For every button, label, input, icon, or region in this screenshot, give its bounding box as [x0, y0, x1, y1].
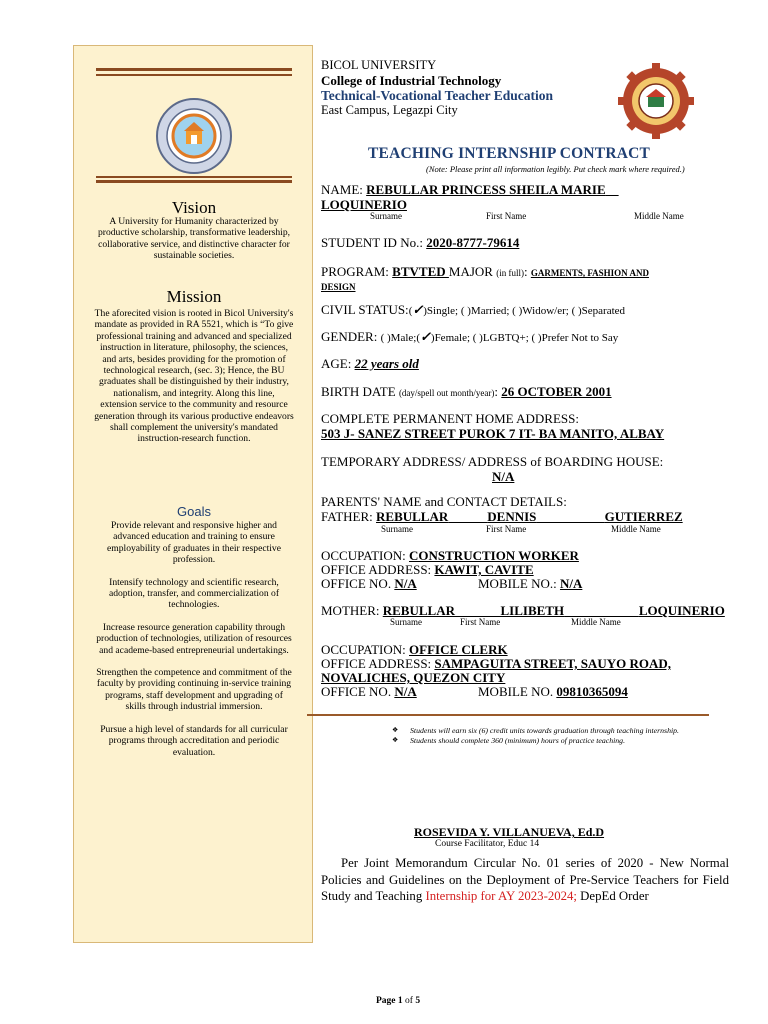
- program-label: PROGRAM:: [321, 264, 393, 279]
- address-label: COMPLETE PERMANENT HOME ADDRESS:: [321, 411, 579, 426]
- father-mobile-row: [478, 576, 582, 592]
- civil-status-row: CIVIL STATUS:(✓)Single; ( )Married; ( )Widow/er; ( )Separated: [321, 302, 626, 317]
- mother-sub-middle: Middle Name: [571, 617, 621, 627]
- father-sub-first: First Name: [486, 524, 527, 534]
- internship-notes: [392, 726, 722, 745]
- check-mark-icon: ✓: [420, 329, 431, 344]
- gender-options-a: ( )Male;(: [380, 332, 420, 344]
- address-value-row: [321, 426, 664, 442]
- college-name: College of Industrial Technology: [321, 73, 502, 88]
- student-id-row: [321, 235, 519, 251]
- temp-address-value: N/A: [492, 469, 515, 484]
- diamond-bullet-icon: ❖: [392, 735, 399, 744]
- memo-paragraph: [321, 855, 729, 905]
- major-value-continued: DESIGN: [321, 282, 356, 292]
- check-mark-icon: ✓: [412, 302, 424, 317]
- birth-date-label: BIRTH DATE: [321, 384, 399, 399]
- gender-options-b: )Female; ( )LGBTQ+; ( )Prefer Not to Say: [430, 332, 619, 344]
- mother-office-value-continued: NOVALICHES, QUEZON CITY: [321, 670, 506, 685]
- gender-row: [321, 329, 618, 345]
- name-value-continued: LOQUINERIO: [321, 197, 407, 212]
- father-sub-surname: Surname: [381, 524, 413, 534]
- father-surname: REBULLAR: [376, 509, 449, 524]
- birth-date-hint: (day/spell out month/year): [398, 388, 495, 398]
- civil-status-label: CIVIL STATUS:: [321, 302, 409, 317]
- age-row: [321, 356, 419, 372]
- program-row: [321, 264, 649, 280]
- father-occupation-label: OCCUPATION:: [321, 548, 410, 563]
- mission-text: The aforecited vision is rooted in Bicol University's mandate as provided in RA 5521, which is “To give professional training and advanced and specialized instruction in literature, philosophy, the sciences, and arts, besides providing for the promotion of technological research, (sec. 3); Hence, the BU graduates shall be distinguished by their industry, nationalism, and integrity. Along this line, extension service to the community and resource generation through its various productive endeavors shall complement the university's mandated instruction-research function.: [94, 308, 294, 445]
- major-row-continued: [321, 278, 356, 294]
- mother-occupation-label: OCCUPATION:: [321, 642, 410, 657]
- mother-sub-surname: Surname: [390, 617, 422, 627]
- father-sub-middle: Middle Name: [611, 524, 661, 534]
- page-number: 1: [397, 996, 403, 1006]
- father-middle: GUTIERREZ: [604, 509, 683, 524]
- mother-office-no-row: [321, 684, 417, 700]
- sidebar-top-rule-thin: [96, 74, 292, 76]
- mother-first: LILIBETH: [500, 603, 565, 618]
- mother-mobile-value: 09810365094: [556, 684, 628, 699]
- note-text: Students will earn six (6) credit units towards graduation through teaching internship.: [410, 726, 679, 735]
- birth-date-row: [321, 384, 612, 400]
- diamond-bullet-icon: ❖: [392, 726, 399, 734]
- goal-item: Strengthen the competence and commitment of the faculty by providing continuing in-service training programs, staff development and upgrading of skills through industrial immersion.: [96, 667, 292, 713]
- mother-surname: REBULLAR: [382, 603, 455, 618]
- temp-address-value-row: [492, 469, 514, 485]
- name-row: [321, 182, 619, 198]
- university-seal-icon: [155, 97, 233, 175]
- sidebar-top-rule: [96, 68, 292, 71]
- father-office-no-row: [321, 576, 417, 592]
- father-label: FATHER:: [321, 509, 377, 524]
- vision-heading: Vision: [171, 198, 217, 217]
- father-mobile-label: MOBILE NO.:: [478, 576, 560, 591]
- father-occupation-value: CONSTRUCTION WORKER: [409, 548, 579, 563]
- memo-text-end: DepEd Order: [576, 889, 649, 903]
- goal-item: Provide relevant and responsive higher and advanced education and training to ensure employability of graduates in their respective profession.: [107, 520, 281, 566]
- goals-heading: Goals: [177, 504, 211, 519]
- major-colon: :: [523, 264, 531, 279]
- name-value: REBULLAR PRINCESS SHEILA MARIE: [366, 182, 606, 197]
- university-name: BICOL UNIVERSITY: [321, 58, 437, 72]
- signatory-role: Course Facilitator, Educ 14: [435, 839, 540, 849]
- mother-office-label: OFFICE ADDRESS:: [321, 656, 435, 671]
- student-id-value: 2020-8777-79614: [426, 235, 520, 250]
- sidebar-seal-rule-thin: [96, 176, 292, 178]
- father-office-no-value: N/A: [394, 576, 417, 591]
- father-office-label: OFFICE ADDRESS:: [321, 562, 435, 577]
- section-divider: [307, 714, 709, 716]
- goal-item: Intensify technology and scientific research, adoption, transfer, and commercialization of technologies.: [108, 576, 280, 611]
- goal-item: Increase resource generation capability through production of technologies, utilization of resources and academe-based entrepreneurial undertakings.: [96, 621, 292, 656]
- campus-location: East Campus, Legazpi City: [321, 103, 458, 117]
- note-text: Students should complete 360 (minimum) hours of practice teaching.: [410, 735, 626, 745]
- page-word: Page: [376, 996, 398, 1006]
- birth-date-colon: :: [494, 384, 502, 399]
- vision-mission-sidebar: [73, 45, 313, 943]
- contract-title: TEACHING INTERNSHIP CONTRACT: [368, 145, 651, 162]
- goals-list: [94, 520, 294, 769]
- memo-text: Per Joint Memorandum Circular No. 01 series of 2020 - New Normal Policies and Guidelines on the Deployment of Pre-Service Teachers for Field Study and Teaching: [321, 856, 729, 903]
- list-item: [392, 736, 722, 746]
- name-label: NAME:: [321, 182, 367, 197]
- address-value: 503 J- SANEZ STREET PUROK 7 IT- BA MANITO, ALBAY: [321, 426, 665, 441]
- mother-row: [321, 603, 725, 619]
- page-total: 5: [415, 996, 421, 1006]
- college-gear-logo-icon: [618, 63, 694, 139]
- student-id-label: STUDENT ID No.:: [321, 235, 427, 250]
- goal-item: Pursue a high level of standards for all curricular programs through accreditation and periodic evaluation.: [100, 723, 288, 758]
- major-label: MAJOR: [448, 264, 497, 279]
- page-of: of: [402, 996, 416, 1006]
- major-value: GARMENTS, FASHION AND: [530, 268, 649, 278]
- mother-occupation-value: OFFICE CLERK: [409, 642, 508, 657]
- age-value: 22 years old: [354, 356, 419, 371]
- mother-middle: LOQUINERIO: [638, 603, 725, 618]
- list-item: [392, 726, 722, 736]
- mother-office-value: SAMPAGUITA STREET, SAUYO ROAD,: [434, 656, 671, 671]
- mother-mobile-label: MOBILE NO.: [478, 684, 557, 699]
- father-row: [321, 509, 683, 525]
- mother-office-no-label: OFFICE NO.: [321, 684, 395, 699]
- mother-label: MOTHER:: [321, 603, 383, 618]
- program-name: Technical-Vocational Teacher Education: [321, 88, 554, 103]
- father-mobile-value: N/A: [559, 576, 583, 591]
- major-infull-hint: (in full): [496, 268, 524, 278]
- university-header: [321, 58, 553, 118]
- birth-date-value: 26 OCTOBER 2001: [501, 384, 612, 399]
- name-sub-middle: Middle Name: [634, 211, 684, 221]
- contract-note: (Note: Please print all information legibly. Put check mark where required.): [426, 164, 685, 174]
- father-office-no-label: OFFICE NO.: [321, 576, 395, 591]
- program-value: BTVTED: [392, 264, 449, 279]
- father-first: DENNIS: [487, 509, 537, 524]
- name-sub-surname: Surname: [370, 211, 402, 221]
- mother-mobile-row: [478, 684, 628, 700]
- vision-text: A University for Humanity characterized by productive scholarship, transformative leadership, collaborative service, and distinctive character for sustainable societies.: [97, 216, 291, 262]
- signatory-name: ROSEVIDA Y. VILLANUEVA, Ed.D: [414, 825, 605, 839]
- name-sub-first: First Name: [486, 211, 527, 221]
- sidebar-seal-rule: [96, 180, 292, 183]
- temp-address-label: TEMPORARY ADDRESS/ ADDRESS of BOARDING HOUSE:: [321, 454, 664, 469]
- page-footer: [376, 996, 420, 1006]
- age-label: AGE:: [321, 356, 355, 371]
- mother-sub-first: First Name: [460, 617, 501, 627]
- memo-highlight: Internship for AY 2023-2024;: [425, 889, 577, 903]
- civil-status-options: )Single; ( )Married; ( )Widow/er; ( )Separated: [423, 305, 626, 317]
- parents-label: PARENTS' NAME and CONTACT DETAILS:: [321, 494, 567, 509]
- gender-label: GENDER:: [321, 329, 381, 344]
- mission-heading: Mission: [166, 287, 222, 306]
- father-office-value: KAWIT, CAVITE: [434, 562, 534, 577]
- mother-office-no-value: N/A: [394, 684, 417, 699]
